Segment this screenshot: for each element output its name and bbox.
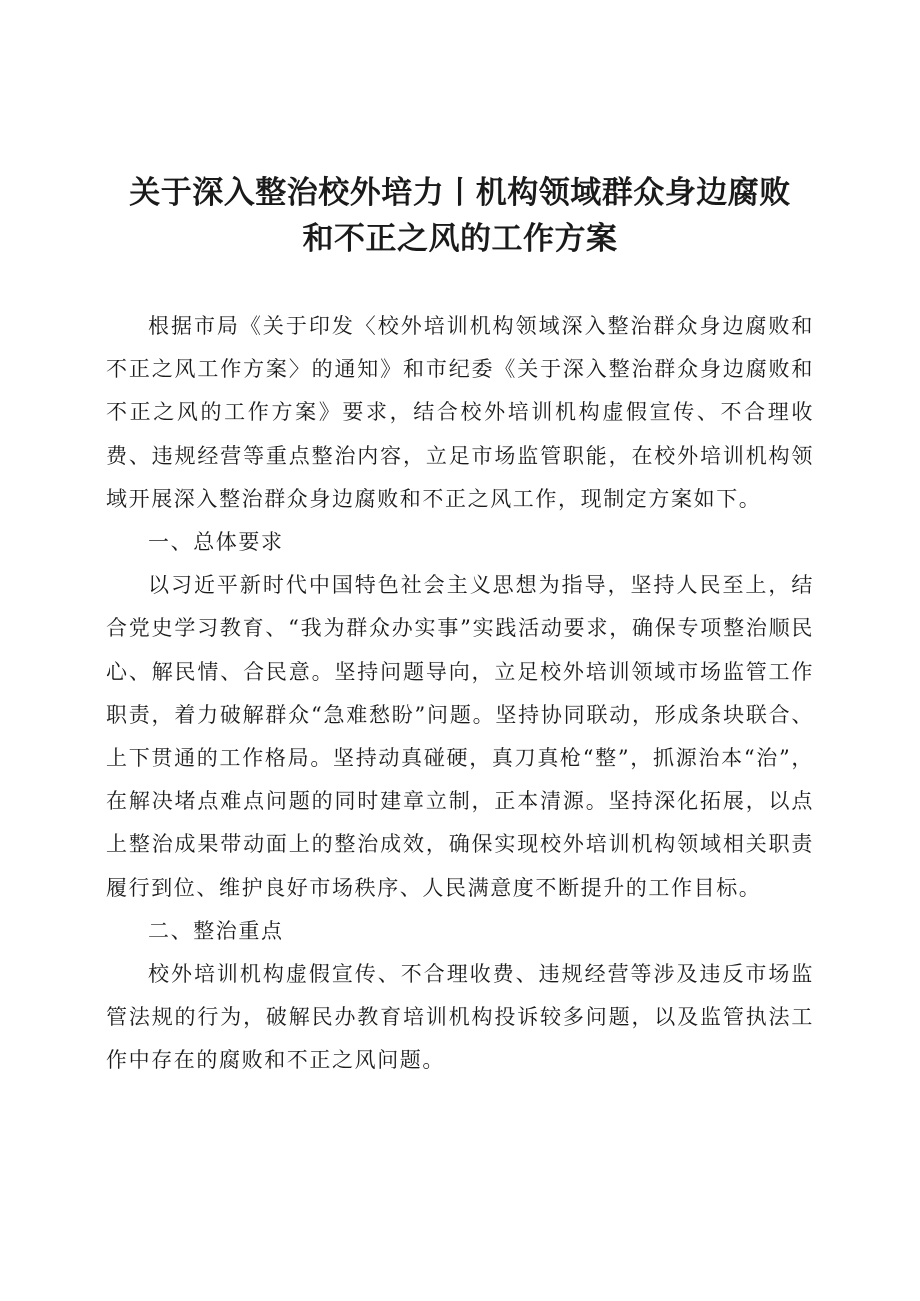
section-heading-rectification-focus: 二、整治重点	[148, 918, 284, 943]
intro-paragraph: 根据市局《关于印发〈校外培训机构领域深入整治群众身边腐败和不正之风工作方案〉的通知》和市纪委《关于深入整治群众身边腐败和不正之风的工作方案》要求，结合校外培训机构虚假宣传、不合理收费、违规经营等重点整治内容，立足市场监管职能，在校外培训机构领域开展深入整治群众身边腐败和不正之风工作，现制定方案如下。	[106, 314, 814, 511]
document-title-line-1: 关于深入整治校外培力丨机构领域群众身边腐败	[129, 175, 791, 211]
section-heading-overall-requirements: 一、总体要求	[148, 530, 284, 555]
overall-requirements-paragraph: 以习近平新时代中国特色社会主义思想为指导，坚持人民至上，结合党史学习教育、“我为群众办实事”实践活动要求，确保专项整治顺民心、解民情、合民意。坚持问题导向，立足校外培训领域市场监管工作职责，着力破解群众“急难愁盼”问题。坚持协同联动，形成条块联合、上下贯通的工作格局。坚持动真碰硬，真刀真枪“整”，抓源治本“治”，在解决堵点难点问题的同时建章立制，正本清源。坚持深化拓展，以点上整治成果带动面上的整治成效，确保实现校外培训机构领域相关职责履行到位、维护良好市场秩序、人民满意度不断提升的工作目标。	[106, 573, 814, 900]
document-title-line-2: 和不正之风的工作方案	[302, 221, 618, 257]
rectification-focus-paragraph: 校外培训机构虚假宣传、不合理收费、违规经营等涉及违反市场监管法规的行为，破解民办教育培训机构投诉较多问题，以及监管执法工作中存在的腐败和不正之风问题。	[106, 962, 814, 1073]
document-body	[106, 305, 814, 1083]
